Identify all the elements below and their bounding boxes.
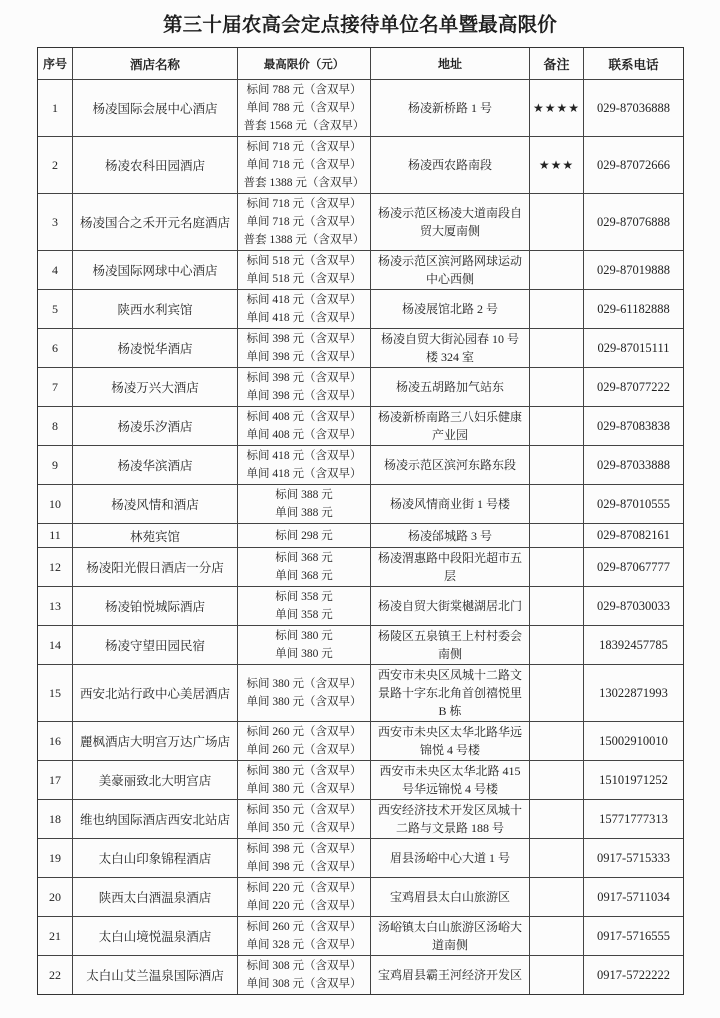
price-line: 标间 350 元（含双早） [246, 804, 362, 816]
price-cell [237, 548, 370, 586]
price-line: 单间 358 元 [275, 609, 333, 621]
table-row [38, 955, 683, 994]
price-line: 标间 380 元 [275, 630, 333, 642]
address-line: 道南侧 [431, 938, 468, 952]
price-line: 标间 220 元（含双早） [246, 882, 362, 894]
address-cell [370, 626, 529, 664]
hotel-name: 林苑宾馆 [72, 524, 237, 547]
hotel-name: 杨凌乐汐酒店 [72, 407, 237, 445]
address-line: 杨凌渭惠路中段阳光超市五 [377, 551, 522, 565]
note-cell [529, 251, 583, 289]
address-line: 杨凌五胡路加气站东 [395, 380, 504, 394]
price-cell [237, 194, 370, 250]
hotel-name: 太白山印象锦程酒店 [72, 839, 237, 877]
address-cell [370, 80, 529, 136]
note-cell [529, 548, 583, 586]
note-cell [529, 839, 583, 877]
hotel-name: 杨凌铂悦城际酒店 [72, 587, 237, 625]
hotel-name: 麗枫酒店大明宫万达广场店 [72, 722, 237, 760]
table-row [38, 760, 683, 799]
address-cell [370, 800, 529, 838]
price-line: 标间 380 元（含双早） [246, 765, 362, 777]
row-number: 2 [52, 157, 58, 172]
address-line: 杨凌新桥路 1 号 [407, 101, 492, 115]
price-cell [237, 290, 370, 328]
address-cell [370, 665, 529, 721]
row-number: 17 [49, 772, 61, 787]
price-line: 标间 518 元（含双早） [246, 255, 362, 267]
hotel-name: 杨凌风情和酒店 [72, 485, 237, 523]
phone-number: 029-87072666 [583, 137, 683, 193]
phone-number: 029-87076888 [583, 194, 683, 250]
table-row [38, 484, 683, 523]
row-number: 19 [49, 850, 61, 865]
address-cell [370, 290, 529, 328]
row-number: 22 [49, 967, 61, 982]
phone-number: 13022871993 [583, 665, 683, 721]
price-line: 标间 418 元（含双早） [246, 294, 362, 306]
header-address: 地址 [370, 48, 529, 79]
star-rating: ★★★★ [532, 101, 581, 115]
price-line: 单间 418 元（含双早） [246, 468, 362, 480]
price-line: 标间 358 元 [275, 591, 333, 603]
row-number: 21 [49, 928, 61, 943]
note-cell [529, 446, 583, 484]
note-cell [529, 368, 583, 406]
table-row [38, 877, 683, 916]
address-line: 杨凌展馆北路 2 号 [401, 302, 498, 316]
address-line: 南侧 [437, 647, 462, 661]
note-cell [529, 722, 583, 760]
address-line: 杨凌邰城路 3 号 [407, 528, 492, 543]
phone-number: 029-87010555 [583, 485, 683, 523]
hotel-name: 杨凌阳光假日酒店一分店 [72, 548, 237, 586]
price-cell [237, 446, 370, 484]
row-number: 5 [52, 301, 58, 316]
address-cell [370, 329, 529, 367]
address-cell [370, 587, 529, 625]
price-cell [237, 917, 370, 955]
row-number: 9 [52, 457, 58, 472]
row-number: 20 [49, 889, 61, 904]
address-line: 杨凌自贸大街棠樾湖居北门 [377, 599, 522, 613]
price-line: 普套 1568 元（含双早） [243, 120, 365, 132]
price-cell [237, 524, 370, 547]
address-line: 号华远锦悦 4 号楼 [401, 782, 498, 796]
price-line: 普套 1388 元（含双早） [243, 177, 365, 189]
address-cell [370, 761, 529, 799]
price-line: 单间 380 元（含双早） [246, 696, 362, 708]
price-cell [237, 407, 370, 445]
address-line: 杨凌示范区滨河路网球运动 [377, 254, 522, 268]
table-row [38, 664, 683, 721]
price-line: 单间 398 元（含双早） [246, 861, 362, 873]
header-phone: 联系电话 [583, 48, 683, 79]
phone-number: 029-87083838 [583, 407, 683, 445]
phone-number: 029-87033888 [583, 446, 683, 484]
table-header-row [38, 48, 683, 79]
address-line: 楼 324 室 [425, 350, 474, 364]
price-line: 标间 308 元（含双早） [246, 960, 362, 972]
price-line: 单间 788 元（含双早） [246, 102, 362, 114]
note-cell [529, 956, 583, 994]
address-line: 杨凌示范区杨凌大道南段自 [377, 206, 522, 220]
price-line: 单间 328 元（含双早） [246, 939, 362, 951]
price-cell [237, 251, 370, 289]
price-line: 单间 718 元（含双早） [246, 159, 362, 171]
hotel-name: 杨凌国合之禾开元名庭酒店 [72, 194, 237, 250]
table-row [38, 625, 683, 664]
header-note: 备注 [529, 48, 583, 79]
address-cell [370, 524, 529, 547]
price-line: 标间 380 元（含双早） [246, 678, 362, 690]
hotel-name: 太白山艾兰温泉国际酒店 [72, 956, 237, 994]
table-row [38, 799, 683, 838]
price-cell [237, 800, 370, 838]
phone-number: 029-87030033 [583, 587, 683, 625]
note-cell [529, 587, 583, 625]
row-number: 1 [52, 100, 58, 115]
address-line: 汤峪镇太白山旅游区汤峪大 [377, 920, 522, 934]
note-cell [529, 137, 583, 193]
table-row [38, 721, 683, 760]
price-cell [237, 587, 370, 625]
note-cell [529, 917, 583, 955]
address-line: 产业园 [431, 428, 468, 442]
price-line: 标间 260 元（含双早） [246, 726, 362, 738]
price-line: 标间 298 元 [275, 529, 333, 542]
address-line: 宝鸡眉县太白山旅游区 [389, 890, 510, 904]
price-cell [237, 80, 370, 136]
hotel-name: 杨凌国际网球中心酒店 [72, 251, 237, 289]
note-cell [529, 329, 583, 367]
phone-number: 029-87036888 [583, 80, 683, 136]
address-line: B 栋 [438, 704, 462, 718]
table-row [38, 250, 683, 289]
row-number: 4 [52, 262, 58, 277]
phone-number: 15771777313 [583, 800, 683, 838]
address-cell [370, 194, 529, 250]
table-row [38, 328, 683, 367]
price-line: 单间 380 元 [275, 648, 333, 660]
price-line: 标间 368 元 [275, 552, 333, 564]
address-cell [370, 485, 529, 523]
price-line: 标间 398 元（含双早） [246, 372, 362, 384]
hotel-name: 杨凌华滨酒店 [72, 446, 237, 484]
hotel-name: 杨凌国际会展中心酒店 [72, 80, 237, 136]
header-max-price: 最高限价（元） [237, 48, 370, 79]
address-line: 西安市未央区太华北路 415 [379, 764, 521, 778]
hotel-price-table [37, 47, 684, 995]
note-cell [529, 524, 583, 547]
address-line: 杨凌西农路南段 [407, 158, 492, 172]
table-row [38, 547, 683, 586]
hotel-name: 杨凌农科田园酒店 [72, 137, 237, 193]
star-rating: ★★★ [538, 158, 575, 172]
address-cell [370, 446, 529, 484]
row-number: 11 [49, 528, 61, 542]
price-line: 标间 418 元（含双早） [246, 450, 362, 462]
price-line: 单间 408 元（含双早） [246, 429, 362, 441]
price-line: 标间 408 元（含双早） [246, 411, 362, 423]
phone-number: 029-87082161 [583, 524, 683, 547]
price-line: 单间 398 元（含双早） [246, 390, 362, 402]
price-line: 单间 260 元（含双早） [246, 744, 362, 756]
note-cell [529, 194, 583, 250]
row-number: 8 [52, 418, 58, 433]
phone-number: 0917-5715333 [583, 839, 683, 877]
note-cell [529, 485, 583, 523]
row-number: 12 [49, 559, 61, 574]
phone-number: 029-61182888 [583, 290, 683, 328]
note-cell [529, 290, 583, 328]
price-cell [237, 839, 370, 877]
address-line: 杨凌自贸大街沁园春 10 号 [380, 332, 519, 346]
address-line: 景路十字东北角首创禧悦里 [377, 686, 522, 700]
header-no: 序号 [42, 57, 67, 71]
phone-number: 0917-5722222 [583, 956, 683, 994]
note-cell [529, 761, 583, 799]
note-cell [529, 80, 583, 136]
price-line: 单间 220 元（含双早） [246, 900, 362, 912]
note-cell [529, 800, 583, 838]
price-line: 标间 718 元（含双早） [246, 141, 362, 153]
table-row [38, 367, 683, 406]
document-title: 第三十届农高会定点接待单位名单暨最高限价 [162, 15, 557, 36]
price-line: 标间 718 元（含双早） [246, 198, 362, 210]
price-line: 标间 388 元 [275, 489, 333, 501]
hotel-name: 杨凌守望田园民宿 [72, 626, 237, 664]
note-cell [529, 407, 583, 445]
address-cell [370, 722, 529, 760]
hotel-name: 美豪丽致北大明宫店 [72, 761, 237, 799]
address-cell [370, 251, 529, 289]
phone-number: 0917-5711034 [583, 878, 683, 916]
table-body [38, 79, 683, 994]
table-row [38, 193, 683, 250]
price-line: 单间 350 元（含双早） [246, 822, 362, 834]
phone-number: 15002910010 [583, 722, 683, 760]
hotel-name: 杨凌万兴大酒店 [72, 368, 237, 406]
price-cell [237, 761, 370, 799]
address-cell [370, 137, 529, 193]
address-line: 宝鸡眉县霸王河经济开发区 [377, 968, 522, 982]
row-number: 3 [52, 214, 58, 229]
price-line: 标间 260 元（含双早） [246, 921, 362, 933]
table-row [38, 523, 683, 547]
hotel-name: 陕西水利宾馆 [72, 290, 237, 328]
hotel-name: 维也纳国际酒店西安北站店 [72, 800, 237, 838]
price-cell [237, 329, 370, 367]
table-row [38, 445, 683, 484]
price-line: 单间 368 元 [275, 570, 333, 582]
address-cell [370, 878, 529, 916]
price-cell [237, 368, 370, 406]
address-cell [370, 956, 529, 994]
price-cell [237, 956, 370, 994]
phone-number: 0917-5716555 [583, 917, 683, 955]
price-line: 单间 518 元（含双早） [246, 273, 362, 285]
hotel-name: 杨凌悦华酒店 [72, 329, 237, 367]
address-line: 杨凌风情商业街 1 号楼 [389, 497, 510, 511]
address-line: 二路与文景路 188 号 [395, 821, 504, 835]
price-cell [237, 878, 370, 916]
table-row [38, 136, 683, 193]
phone-number: 029-87067777 [583, 548, 683, 586]
phone-number: 029-87019888 [583, 251, 683, 289]
phone-number: 029-87015111 [583, 329, 683, 367]
price-cell [237, 485, 370, 523]
address-line: 锦悦 4 号楼 [419, 743, 480, 757]
price-line: 单间 388 元 [275, 507, 333, 519]
price-cell [237, 722, 370, 760]
phone-number: 15101971252 [583, 761, 683, 799]
table-row [38, 586, 683, 625]
address-line: 西安市未央区凤城十二路文 [377, 668, 522, 682]
address-line: 眉县汤峪中心大道 1 号 [389, 851, 510, 865]
row-number: 13 [49, 598, 61, 613]
phone-number: 18392457785 [583, 626, 683, 664]
address-cell [370, 407, 529, 445]
header-hotel-name: 酒店名称 [72, 48, 237, 79]
address-line: 杨凌新桥南路三八妇乐健康 [377, 410, 522, 424]
table-row [38, 79, 683, 136]
phone-number: 029-87077222 [583, 368, 683, 406]
price-line: 单间 398 元（含双早） [246, 351, 362, 363]
table-row [38, 289, 683, 328]
row-number: 14 [49, 637, 61, 652]
row-number: 15 [49, 685, 61, 700]
row-number: 18 [49, 811, 61, 826]
note-cell [529, 665, 583, 721]
price-line: 单间 380 元（含双早） [246, 783, 362, 795]
price-cell [237, 137, 370, 193]
table-row [38, 406, 683, 445]
hotel-name: 太白山境悦温泉酒店 [72, 917, 237, 955]
price-cell [237, 626, 370, 664]
row-number: 7 [52, 379, 58, 394]
price-line: 标间 398 元（含双早） [246, 333, 362, 345]
price-line: 普套 1388 元（含双早） [243, 234, 365, 246]
address-line: 层 [443, 569, 456, 583]
row-number: 16 [49, 733, 61, 748]
address-cell [370, 839, 529, 877]
row-number: 10 [49, 496, 61, 511]
address-line: 中心西侧 [425, 272, 474, 286]
note-cell [529, 626, 583, 664]
address-line: 杨凌示范区滨河东路东段 [383, 458, 516, 472]
price-line: 单间 308 元（含双早） [246, 978, 362, 990]
price-cell [237, 665, 370, 721]
address-cell [370, 548, 529, 586]
hotel-name: 陕西太白酒温泉酒店 [72, 878, 237, 916]
address-cell [370, 917, 529, 955]
table-row [38, 838, 683, 877]
address-line: 杨陵区五泉镇王上村村委会 [377, 629, 522, 643]
price-line: 标间 398 元（含双早） [246, 843, 362, 855]
address-line: 西安经济技术开发区凤城十 [377, 803, 522, 817]
address-line: 贸大厦南侧 [419, 224, 480, 238]
row-number: 6 [52, 340, 58, 355]
address-line: 西安市未央区太华北路华远 [377, 725, 522, 739]
price-line: 单间 718 元（含双早） [246, 216, 362, 228]
hotel-name: 西安北站行政中心美居酒店 [72, 665, 237, 721]
price-line: 单间 418 元（含双早） [246, 312, 362, 324]
table-row [38, 916, 683, 955]
price-line: 标间 788 元（含双早） [246, 84, 362, 96]
note-cell [529, 878, 583, 916]
address-cell [370, 368, 529, 406]
